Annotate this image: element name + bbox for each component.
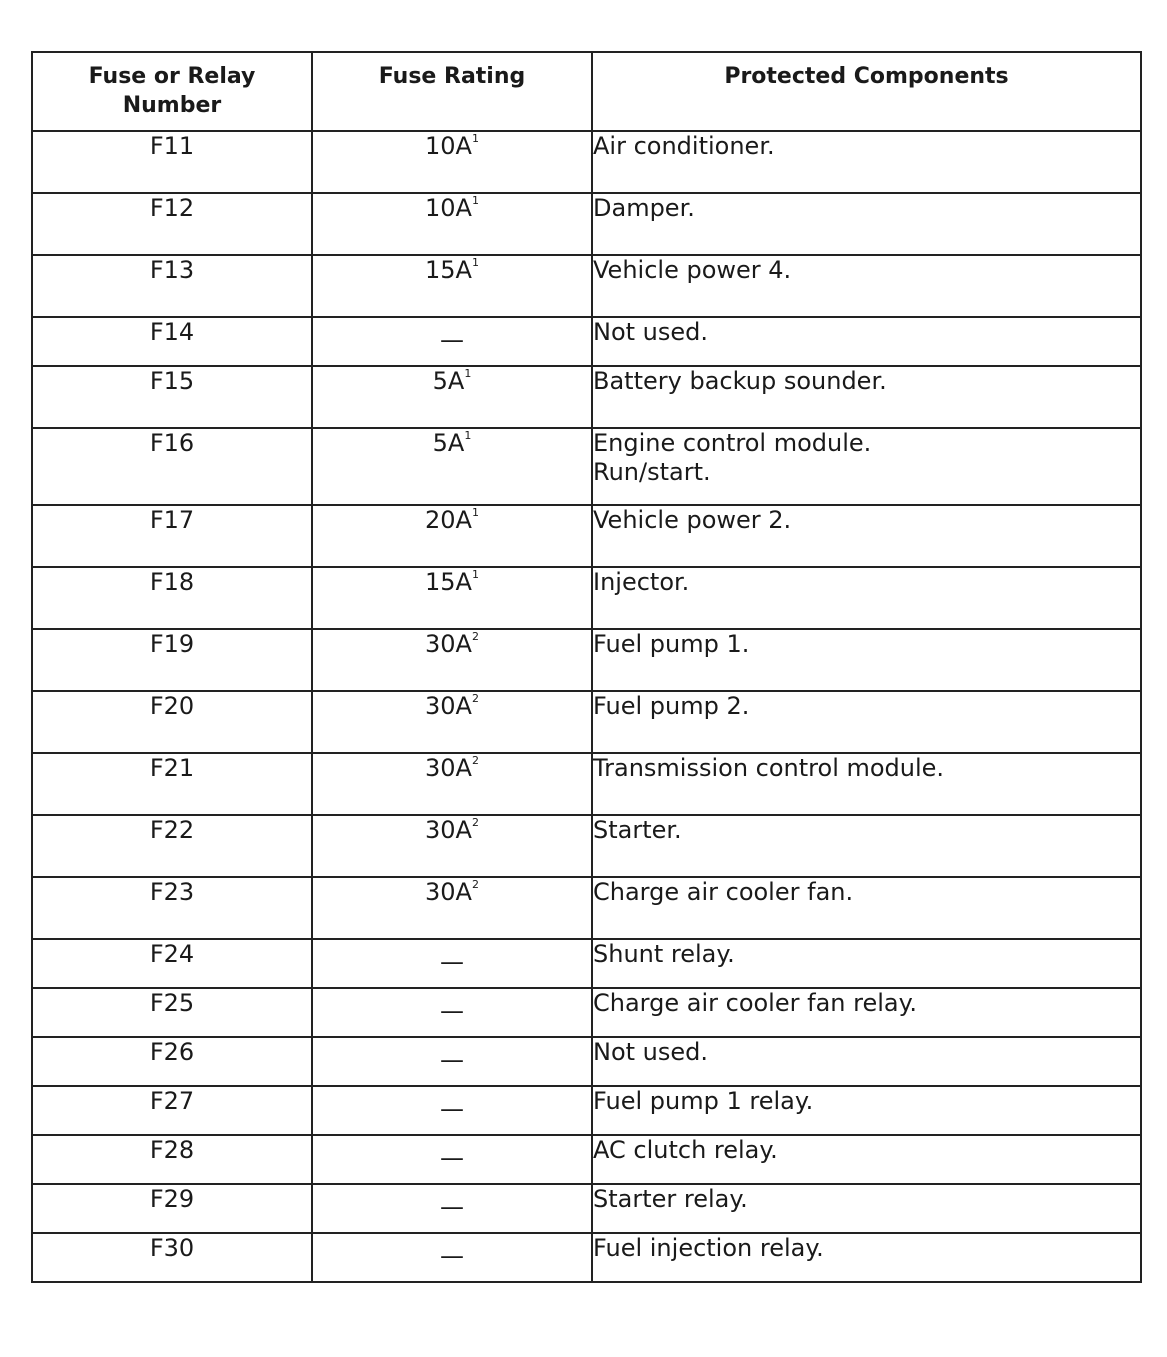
table-row xyxy=(32,753,1141,815)
table-row xyxy=(32,1233,1141,1282)
table-row xyxy=(32,1135,1141,1184)
fuse-rating-value: 10A xyxy=(425,194,472,222)
protected-components-cell xyxy=(592,691,1141,753)
table-row xyxy=(32,193,1141,255)
table-row xyxy=(32,939,1141,988)
table-row xyxy=(32,629,1141,691)
table-row xyxy=(32,877,1141,939)
fuse-rating-cell xyxy=(312,1135,592,1184)
fuse-rating-value: 30A xyxy=(425,816,472,844)
component-line: Not used. xyxy=(593,318,709,346)
fuse-rating-cell xyxy=(312,691,592,753)
fuse-number-cell: F20 xyxy=(32,691,312,753)
fuse-rating-cell xyxy=(312,1233,592,1282)
fuse-rating-cell xyxy=(312,1086,592,1135)
fuse-number-cell: F25 xyxy=(32,988,312,1037)
fuse-rating-value: 5A xyxy=(432,429,465,457)
header-fuse-number: Fuse or Relay Number xyxy=(32,52,312,131)
fuse-number-cell: F21 xyxy=(32,753,312,815)
fuse-rating-cell xyxy=(312,317,592,366)
fuse-number-cell: F16 xyxy=(32,428,312,505)
table-row xyxy=(32,131,1141,193)
table-row xyxy=(32,1037,1141,1086)
footnote-marker: 2 xyxy=(471,816,479,829)
component-line: Vehicle power 2. xyxy=(593,506,792,534)
table-row xyxy=(32,988,1141,1037)
fuse-rating-value: — xyxy=(440,1193,464,1221)
fuse-rating-cell xyxy=(312,428,592,505)
table-header xyxy=(32,52,1141,131)
footnote-marker: 1 xyxy=(471,568,479,581)
footnote-marker: 1 xyxy=(464,429,472,442)
protected-components-cell xyxy=(592,1086,1141,1135)
component-line: Fuel pump 2. xyxy=(593,692,750,720)
fuse-rating-value: 30A xyxy=(425,692,472,720)
fuse-rating-cell xyxy=(312,131,592,193)
component-line: Air conditioner. xyxy=(593,132,775,160)
table-row xyxy=(32,317,1141,366)
footnote-marker: 2 xyxy=(471,630,479,643)
protected-components-cell xyxy=(592,567,1141,629)
fuse-rating-value: 10A xyxy=(425,132,472,160)
table-row xyxy=(32,567,1141,629)
fuse-rating-cell xyxy=(312,988,592,1037)
protected-components-cell xyxy=(592,317,1141,366)
table-row xyxy=(32,815,1141,877)
fuse-rating-value: — xyxy=(440,1242,464,1270)
fuse-number-cell: F17 xyxy=(32,505,312,567)
protected-components-cell xyxy=(592,815,1141,877)
table-row xyxy=(32,691,1141,753)
fuse-number-cell: F28 xyxy=(32,1135,312,1184)
protected-components-cell xyxy=(592,505,1141,567)
component-line: Transmission control module. xyxy=(593,754,945,782)
fuse-number-cell: F23 xyxy=(32,877,312,939)
component-line: Charge air cooler fan relay. xyxy=(593,989,917,1017)
component-line: Fuel injection relay. xyxy=(593,1234,824,1262)
footnote-marker: 1 xyxy=(464,367,472,380)
table-body xyxy=(32,131,1141,1282)
protected-components-cell xyxy=(592,939,1141,988)
fuse-rating-cell xyxy=(312,877,592,939)
component-line: Shunt relay. xyxy=(593,940,735,968)
fuse-rating-value: 15A xyxy=(425,256,472,284)
fuse-table xyxy=(31,51,1142,1283)
fuse-number-cell: F15 xyxy=(32,366,312,428)
fuse-rating-cell xyxy=(312,815,592,877)
fuse-number-cell: F14 xyxy=(32,317,312,366)
component-line: Fuel pump 1. xyxy=(593,630,750,658)
fuse-rating-cell xyxy=(312,629,592,691)
component-line: Starter. xyxy=(593,816,682,844)
fuse-number-cell: F19 xyxy=(32,629,312,691)
footnote-marker: 1 xyxy=(471,506,479,519)
protected-components-cell xyxy=(592,131,1141,193)
fuse-rating-value: 30A xyxy=(425,878,472,906)
table-row xyxy=(32,255,1141,317)
table-row xyxy=(32,505,1141,567)
protected-components-cell xyxy=(592,428,1141,505)
fuse-rating-value: 15A xyxy=(425,568,472,596)
footnote-marker: 2 xyxy=(471,878,479,891)
protected-components-cell xyxy=(592,629,1141,691)
footnote-marker: 1 xyxy=(471,132,479,145)
header-fuse-rating: Fuse Rating xyxy=(312,52,592,131)
fuse-rating-value: — xyxy=(440,1095,464,1123)
fuse-rating-value: — xyxy=(440,326,464,354)
fuse-rating-value: — xyxy=(440,997,464,1025)
fuse-rating-cell xyxy=(312,939,592,988)
fuse-rating-cell xyxy=(312,366,592,428)
component-line: Not used. xyxy=(593,1038,709,1066)
fuse-rating-cell xyxy=(312,505,592,567)
fuse-rating-value: 5A xyxy=(432,367,465,395)
protected-components-cell xyxy=(592,988,1141,1037)
fuse-number-cell: F26 xyxy=(32,1037,312,1086)
fuse-number-cell: F22 xyxy=(32,815,312,877)
fuse-rating-cell xyxy=(312,1184,592,1233)
fuse-rating-value: 30A xyxy=(425,630,472,658)
fuse-rating-value: 20A xyxy=(425,506,472,534)
protected-components-cell xyxy=(592,1037,1141,1086)
protected-components-cell xyxy=(592,877,1141,939)
footnote-marker: 1 xyxy=(471,194,479,207)
component-line: Charge air cooler fan. xyxy=(593,878,854,906)
protected-components-cell xyxy=(592,255,1141,317)
footnote-marker: 2 xyxy=(471,754,479,767)
fuse-rating-value: — xyxy=(440,1046,464,1074)
fuse-rating-cell xyxy=(312,567,592,629)
fuse-number-cell: F11 xyxy=(32,131,312,193)
protected-components-cell xyxy=(592,366,1141,428)
protected-components-cell xyxy=(592,1184,1141,1233)
component-line: Run/start. xyxy=(593,458,711,486)
table-row xyxy=(32,428,1141,505)
fuse-rating-cell xyxy=(312,193,592,255)
fuse-number-cell: F29 xyxy=(32,1184,312,1233)
component-line: Starter relay. xyxy=(593,1185,748,1213)
component-line: Injector. xyxy=(593,568,690,596)
table-row xyxy=(32,366,1141,428)
fuse-rating-value: — xyxy=(440,1144,464,1172)
fuse-number-cell: F13 xyxy=(32,255,312,317)
fuse-number-cell: F24 xyxy=(32,939,312,988)
protected-components-cell xyxy=(592,1135,1141,1184)
fuse-number-cell: F27 xyxy=(32,1086,312,1135)
component-line: Fuel pump 1 relay. xyxy=(593,1087,814,1115)
table-row xyxy=(32,1184,1141,1233)
fuse-rating-cell xyxy=(312,255,592,317)
table-row xyxy=(32,1086,1141,1135)
header-protected-components: Protected Components xyxy=(592,52,1141,131)
protected-components-cell xyxy=(592,193,1141,255)
protected-components-cell xyxy=(592,753,1141,815)
protected-components-cell xyxy=(592,1233,1141,1282)
fuse-number-cell: F18 xyxy=(32,567,312,629)
fuse-rating-cell xyxy=(312,1037,592,1086)
component-line: AC clutch relay. xyxy=(593,1136,778,1164)
header-row xyxy=(32,52,1141,131)
component-line: Damper. xyxy=(593,194,695,222)
fuse-number-cell: F12 xyxy=(32,193,312,255)
fuse-rating-value: — xyxy=(440,948,464,976)
fuse-number-cell: F30 xyxy=(32,1233,312,1282)
component-line: Battery backup sounder. xyxy=(593,367,887,395)
footnote-marker: 1 xyxy=(471,256,479,269)
component-line: Vehicle power 4. xyxy=(593,256,792,284)
component-line: Engine control module. xyxy=(593,429,872,457)
fuse-rating-cell xyxy=(312,753,592,815)
fuse-rating-value: 30A xyxy=(425,754,472,782)
footnote-marker: 2 xyxy=(471,692,479,705)
